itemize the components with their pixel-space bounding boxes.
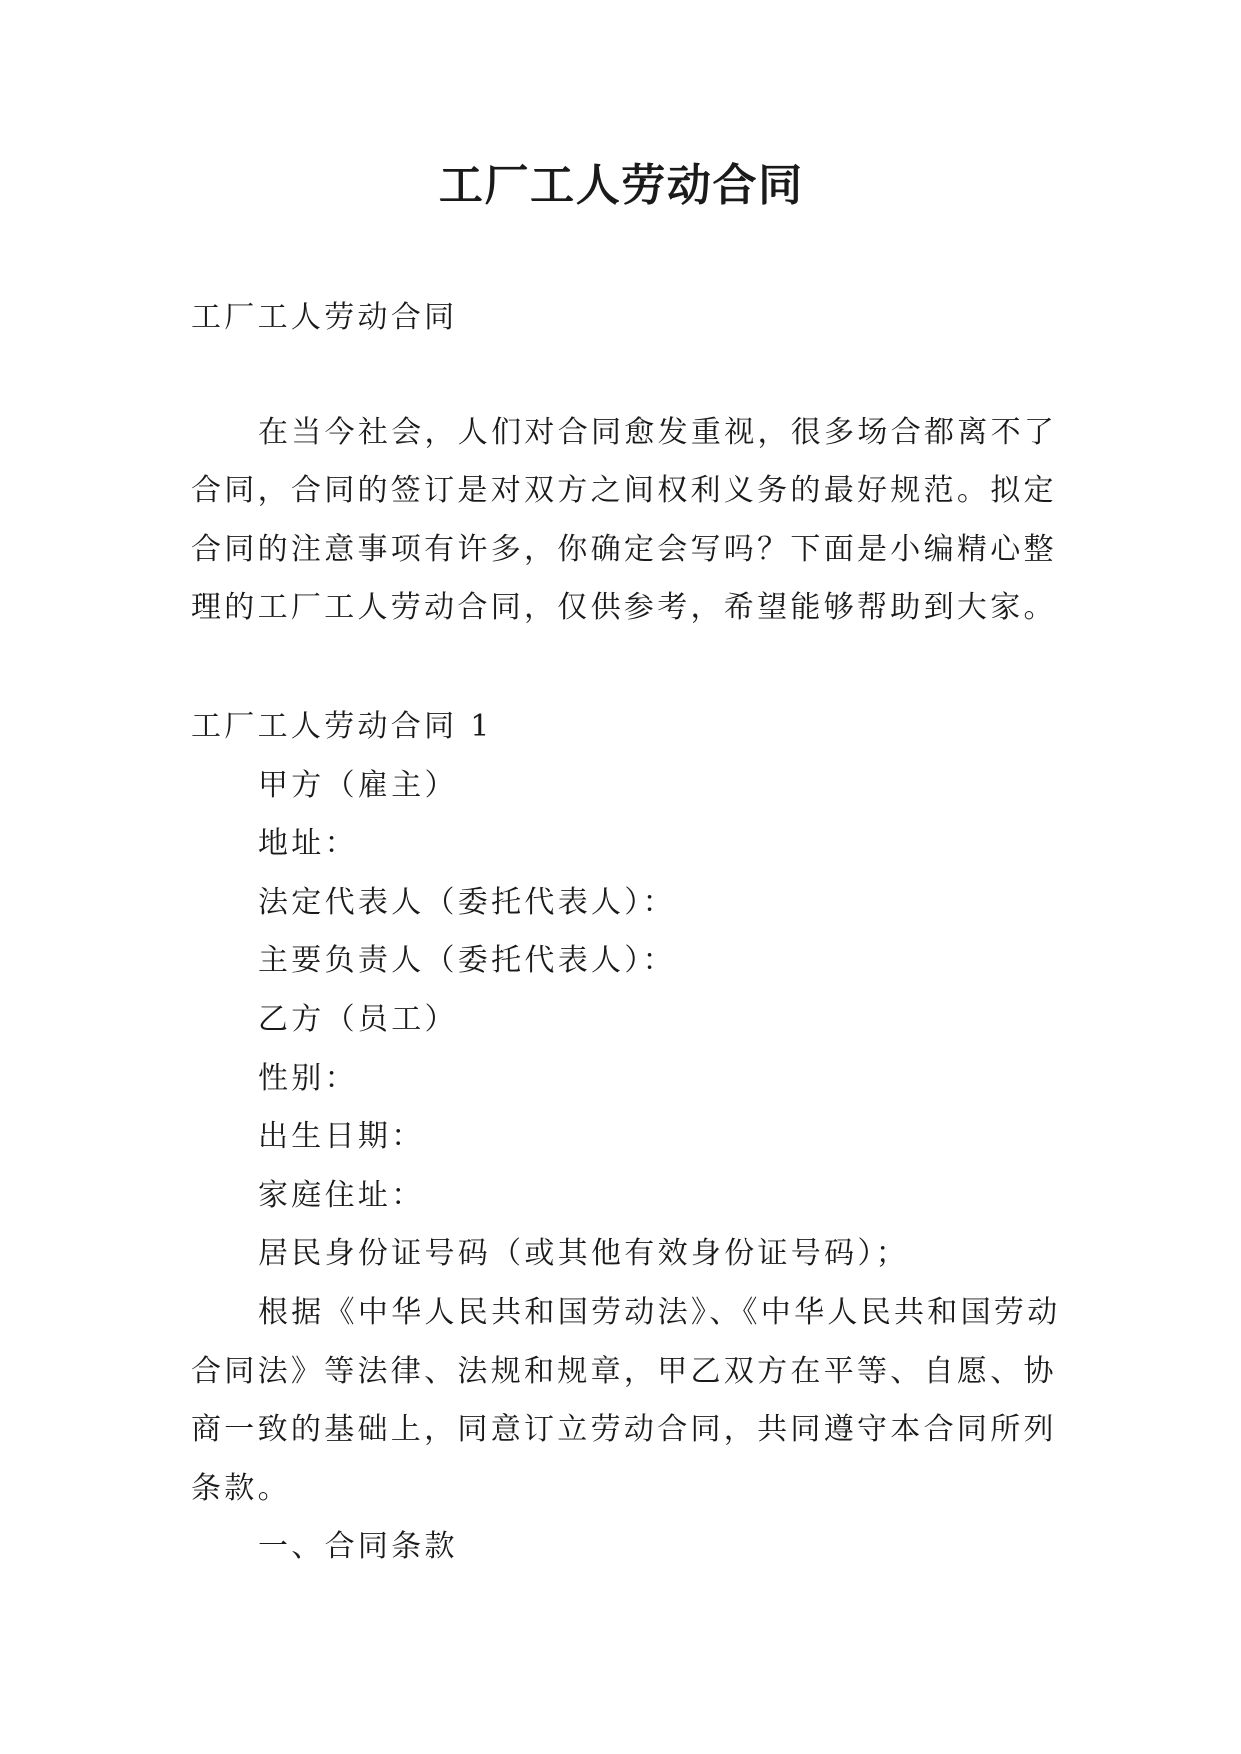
basis-line: 根据《中华人民共和国劳动法》、《中华人民共和国劳动 bbox=[258, 1294, 1061, 1330]
field-principal: 主要负责人（委托代表人）： bbox=[258, 943, 676, 979]
field-id-number: 居民身份证号码（或其他有效身份证号码）； bbox=[258, 1236, 909, 1272]
field-legal-representative: 法定代表人（委托代表人）： bbox=[258, 884, 676, 920]
document-subtitle: 工厂工人劳动合同 bbox=[191, 300, 458, 335]
intro-line: 理的工厂工人劳动合同，仅供参考，希望能够帮助到大家。 bbox=[191, 590, 1057, 626]
document-body bbox=[191, 289, 1061, 1577]
contract-heading: 工厂工人劳动合同 1 bbox=[191, 708, 493, 744]
basis-line: 合同法》等法律、法规和规章，甲乙双方在平等、自愿、协 bbox=[191, 1353, 1057, 1389]
field-address: 地址： bbox=[258, 826, 358, 862]
field-home-address: 家庭住址： bbox=[258, 1177, 425, 1213]
intro-paragraph bbox=[191, 404, 1061, 638]
intro-line: 合同，合同的签订是对双方之间权利义务的最好规范。拟定 bbox=[191, 473, 1057, 509]
field-party-b: 乙方（员工） bbox=[258, 1001, 458, 1037]
basis-paragraph bbox=[191, 1284, 1061, 1518]
contract-section bbox=[191, 698, 1061, 1577]
field-party-a: 甲方（雇主） bbox=[258, 767, 458, 803]
document-title: 工厂工人劳动合同 bbox=[438, 160, 804, 211]
field-gender: 性别： bbox=[258, 1060, 358, 1096]
field-birth-date: 出生日期： bbox=[258, 1119, 425, 1155]
intro-line: 合同的注意事项有许多，你确定会写吗？下面是小编精心整 bbox=[191, 531, 1057, 567]
intro-line: 在当今社会，人们对合同愈发重视，很多场合都离不了 bbox=[258, 414, 1058, 450]
basis-line: 条款。 bbox=[191, 1470, 291, 1506]
basis-line: 商一致的基础上，同意订立劳动合同，共同遵守本合同所列 bbox=[191, 1412, 1057, 1448]
section-heading: 一、合同条款 bbox=[258, 1529, 458, 1565]
